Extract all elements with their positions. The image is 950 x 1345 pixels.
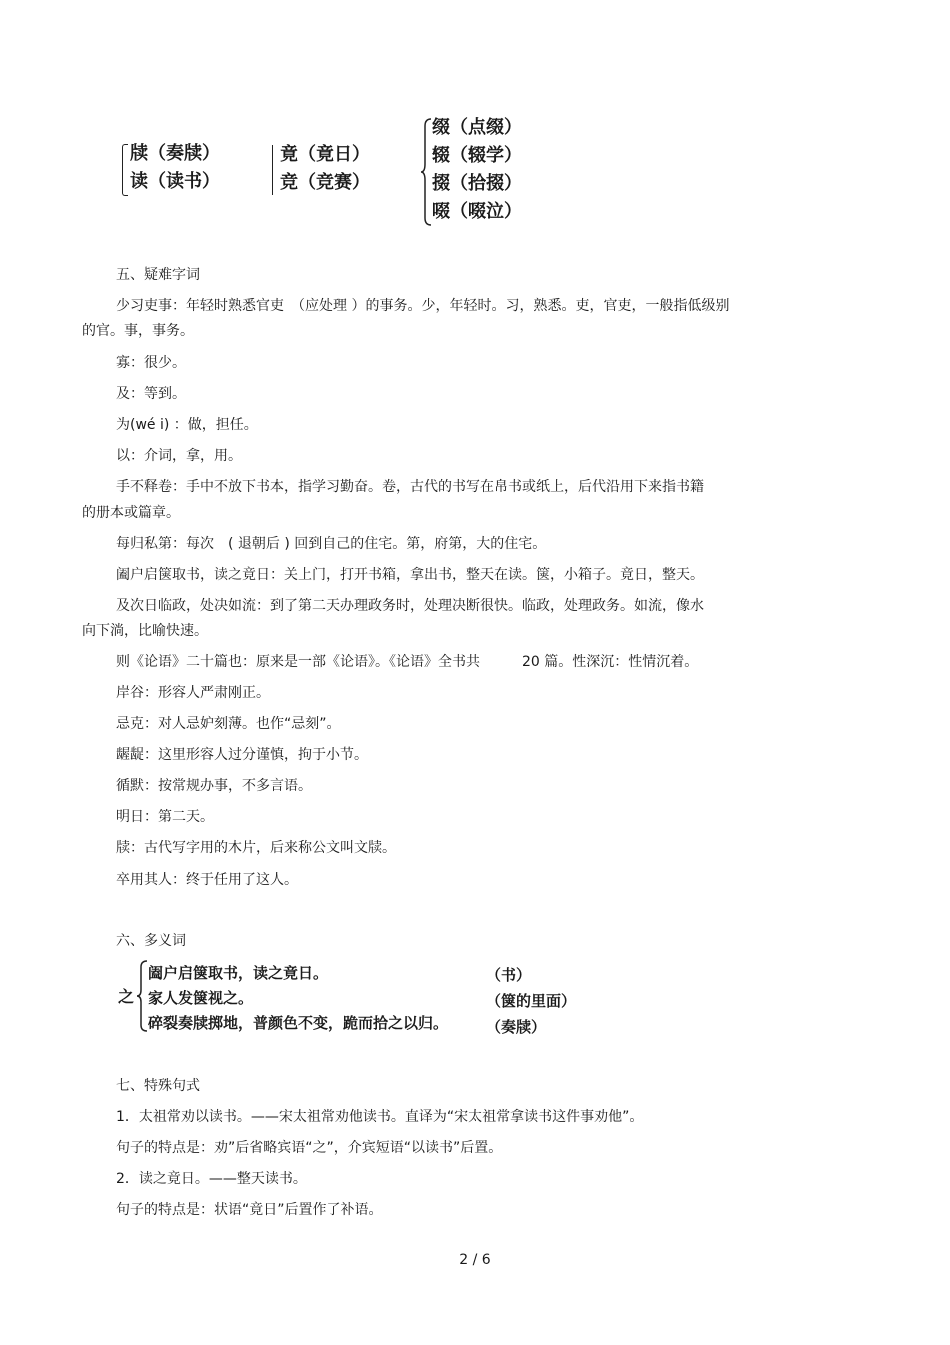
- text-line: 循默：按常规办事，不多言语。: [116, 778, 312, 794]
- char-group-du: [122, 140, 220, 196]
- text-line: 句子的特点是：状语“竟日”后置作了补语。: [116, 1202, 383, 1218]
- char-group-zhui: [420, 114, 522, 226]
- bracket: [122, 144, 128, 196]
- text-line: 及次日临政，处决如流：到了第二天办理政务时，处理决断很快。临政，处理政务。如流，像水: [116, 598, 704, 614]
- char-group-jing: [272, 141, 370, 197]
- page-number: 2 / 6: [459, 1252, 491, 1268]
- text-line: 及：等到。: [116, 386, 186, 402]
- bracket: [272, 145, 277, 195]
- char-item: 牍（奏牍）: [130, 143, 220, 164]
- curly-brace: [136, 960, 148, 1032]
- text-line: 寡：很少。: [116, 355, 186, 371]
- text-line: 的册本或篇章。: [82, 505, 180, 521]
- char-item: 竞（竞赛）: [280, 172, 370, 193]
- char-item: 竟（竟日）: [280, 144, 370, 165]
- section-title: 五、疑难字词: [116, 267, 200, 283]
- text-line: 龌龊：这里形容人过分谨慎，拘于小节。: [116, 747, 368, 763]
- text-line: 为(wé i) ：做，担任。: [116, 417, 258, 433]
- text-line: 忌克：对人忌妒刻薄。也作“忌刻”。: [116, 716, 341, 732]
- char-item: 读（读书）: [130, 171, 220, 192]
- text-line: 卒用其人：终于任用了这人。: [116, 872, 298, 888]
- text-line: 每归私第：每次 ( 退朝后 ) 回到自己的住宅。第，府第，大的住宅。: [116, 536, 547, 552]
- text-line: 句子的特点是：劝”后省略宾语“之”，介宾短语“以读书”后置。: [116, 1140, 503, 1156]
- polysemy-meaning: （书）: [486, 966, 532, 984]
- text-line: 则《论语》二十篇也：原来是一部《论语》。《论语》全书共 20 篇。性深沉：性情沉着。: [116, 654, 699, 670]
- char-item: 辍（辍学）: [432, 145, 522, 166]
- polysemy-example: 碎裂奏牍掷地，普颜色不变，跪而拾之以归。: [148, 1014, 449, 1032]
- polysemy-meaning: （奏牍）: [486, 1018, 547, 1036]
- text-line: 牍：古代写字用的木片，后来称公文叫文牍。: [116, 840, 396, 856]
- char-item: 缀（点缀）: [432, 117, 522, 138]
- text-line: 少习吏事：年轻时熟悉官吏 （应处理 ）的事务。少，年轻时。习，熟悉。吏，官吏，一般指低级别: [116, 298, 730, 314]
- text-line: 的官。事，事务。: [82, 323, 194, 339]
- text-line: 2．读之竟日。——整天读书。: [116, 1171, 307, 1187]
- text-line: 向下淌，比喻快速。: [82, 623, 208, 639]
- text-line: 手不释卷：手中不放下书本，指学习勤奋。卷，古代的书写在帛书或纸上，后代沿用下来指书籍: [116, 479, 704, 495]
- text-line: 明日：第二天。: [116, 809, 214, 825]
- curly-brace: [420, 118, 432, 226]
- polysemy-meaning: （箧的里面）: [486, 992, 577, 1010]
- polysemy-example: 阖户启箧取书，读之竟日。: [148, 964, 329, 982]
- char-item: 啜（啜泣）: [432, 201, 522, 222]
- text-line: 以：介词，拿，用。: [116, 448, 242, 464]
- polysemy-head: 之: [118, 987, 135, 1006]
- text-line: 阖户启箧取书，读之竟日：关上门，打开书箱，拿出书，整天在读。箧，小箱子。竟日，整天。: [116, 567, 704, 583]
- text-line: 岸谷：形容人严肃刚正。: [116, 685, 270, 701]
- polysemy-example: 家人发箧视之。: [148, 989, 254, 1007]
- char-item: 掇（拾掇）: [432, 173, 522, 194]
- section-title: 七、特殊句式: [116, 1078, 200, 1094]
- text-line: 1．太祖常劝以读书。——宋太祖常劝他读书。直译为“宋太祖常拿读书这件事劝他”。: [116, 1109, 644, 1125]
- polysemy-block: [118, 960, 588, 1035]
- section-title: 六、多义词: [116, 933, 186, 949]
